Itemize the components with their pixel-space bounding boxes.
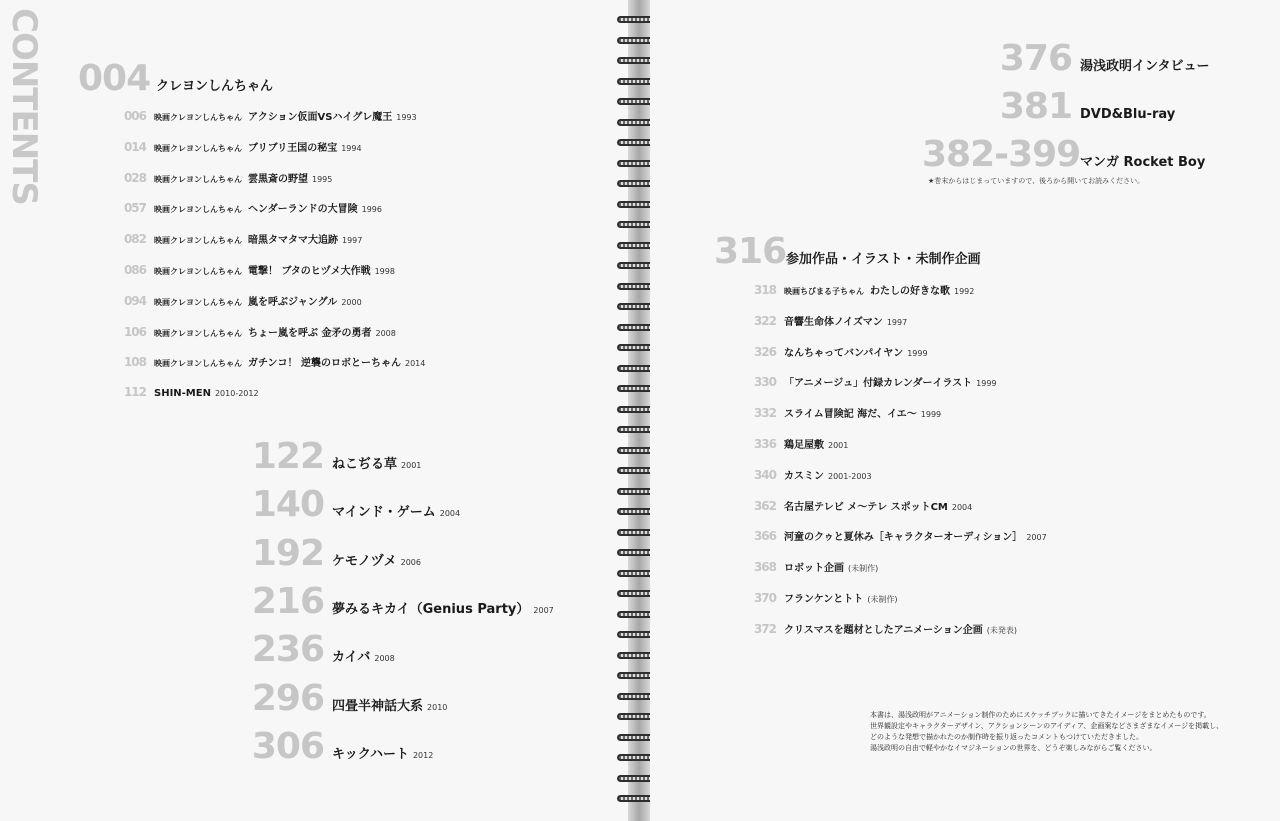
entry-title: 嵐を呼ぶジャングル	[248, 296, 338, 308]
series-prefix: 映画クレヨンしんちゃん	[154, 174, 242, 184]
entry-title: ねこぢる草	[332, 457, 398, 472]
page-number: 306	[251, 725, 324, 767]
page-number: 372	[753, 621, 776, 636]
series-prefix: 映画クレヨンしんちゃん	[154, 359, 242, 369]
intro-line: 本書は、湯浅政明がアニメーション制作のためにスケッチブックに描いてきたイメージをまとめたものです。	[870, 711, 1211, 719]
entry-title: ヘンダーランドの大冒険	[248, 204, 358, 216]
entry-year: 2014	[404, 359, 426, 369]
entry-year: 2006	[400, 557, 421, 567]
toc-entry	[116, 108, 417, 123]
entry-title: なんちゃってバンパイヤン	[784, 347, 904, 359]
page-number: 362	[753, 498, 776, 513]
entry-year: 2007	[1026, 533, 1047, 543]
entry-title: カイバ	[332, 650, 371, 666]
entry-title: 雲黒斎の野望	[248, 173, 308, 185]
entry-title: 鶏足屋敷	[784, 440, 824, 451]
toc-entry	[922, 38, 1209, 79]
entry-year: 1995	[312, 174, 333, 184]
page-number: 004	[78, 58, 151, 99]
right-page	[650, 0, 1280, 821]
entry-year: 2008	[374, 654, 395, 664]
entry-year: 2001	[828, 441, 849, 450]
entry-year: 1993	[396, 113, 417, 122]
toc-entry	[116, 231, 362, 246]
entry-title: 暗黒タマタマ大追跡	[248, 235, 338, 247]
page-number: 316	[714, 231, 787, 272]
page-number: 094	[123, 293, 146, 308]
page-number: 296	[251, 677, 324, 719]
page-number: 376	[999, 38, 1072, 79]
entry-title: ちょー嵐を呼ぶ 金矛の勇者	[248, 327, 372, 339]
toc-entry	[746, 590, 898, 605]
page-number: 330	[753, 375, 776, 390]
entry-title: ガチンコ！ 逆襲のロボとーちゃん	[248, 358, 401, 370]
page-number: 326	[753, 344, 776, 359]
entry-year: 1997	[886, 317, 908, 327]
section-participation-heading	[714, 231, 981, 272]
entry-title: 四畳半神話大系	[332, 698, 424, 714]
entry-title: マンガ Rocket Boy	[1080, 155, 1206, 170]
intro-line: 湯浅政明の自由で軽やかなイマジネーションの世界を、どうぞ楽しみながらご覧ください。	[870, 744, 1157, 752]
series-prefix: 映画クレヨンしんちゃん	[154, 297, 242, 307]
page-number: 332	[753, 406, 776, 421]
entry-year: (未制作)	[848, 564, 879, 574]
entry-year: 2008	[375, 328, 396, 338]
entry-title: わたしの好きな歌	[870, 286, 950, 297]
toc-entry	[250, 678, 447, 719]
entry-year: 1994	[341, 143, 362, 153]
toc-entry	[116, 170, 332, 185]
entry-title: キックハート	[332, 746, 409, 762]
series-prefix: 映画クレヨンしんちゃん	[154, 205, 242, 215]
toc-entry	[250, 581, 554, 622]
entry-title: カスミン	[784, 470, 824, 482]
toc-entry	[250, 726, 433, 767]
series-prefix: 映画クレヨンしんちゃん	[154, 328, 242, 338]
toc-entry	[922, 134, 1205, 175]
page-number: 014	[123, 139, 146, 154]
entry-title: SHIN-MEN	[154, 388, 211, 400]
page-number: 318	[753, 283, 776, 297]
toc-entry	[250, 484, 460, 525]
series-prefix: 映画クレヨンしんちゃん	[154, 143, 242, 153]
page-number: 082	[123, 232, 146, 247]
entry-year: 2010-2012	[214, 389, 259, 399]
series-prefix: 映画クレヨンしんちゃん	[154, 236, 242, 246]
page-number: 366	[753, 529, 776, 544]
page-number: 322	[753, 313, 776, 328]
entry-title: スライム冒険記 海だ、イエ～	[784, 409, 917, 421]
entry-title: 名古屋テレビ メ～テレ スポットCM	[784, 501, 948, 513]
entry-title: 湯浅政明インタビュー	[1080, 59, 1210, 74]
toc-entry	[746, 313, 907, 328]
toc-entry	[746, 282, 974, 297]
entry-title: 夢みるキカイ（Genius Party）	[332, 601, 530, 617]
entry-year: 2012	[412, 750, 434, 760]
toc-entry	[746, 405, 941, 420]
page-number: 112	[123, 385, 146, 400]
toc-entry	[746, 528, 1047, 543]
toc-entry	[250, 629, 395, 670]
toc-entry	[746, 436, 848, 451]
entry-title: 音響生命体ノイズマン	[784, 316, 883, 328]
entry-year: 2001-2003	[828, 471, 872, 481]
entry-year: 1996	[361, 205, 382, 215]
page-number: 340	[753, 467, 776, 482]
toc-entry	[116, 262, 395, 277]
entry-year: 1999	[920, 410, 942, 420]
series-prefix: 映画ちびまる子ちゃん	[784, 287, 864, 296]
toc-entry	[116, 354, 425, 369]
page-number: 381	[999, 86, 1072, 127]
toc-entry	[116, 385, 259, 399]
page-number: 028	[123, 170, 146, 185]
page-number: 192	[251, 532, 324, 574]
toc-entry	[250, 436, 421, 477]
intro-line: どのような発想で描かれたのか制作時を振り返ったコメントもつけていただきました。	[870, 733, 1143, 741]
toc-entry	[116, 200, 382, 215]
entry-year: 2004	[439, 509, 461, 519]
entry-title: 河童のクゥと夏休み［キャラクターオーディション］	[784, 532, 1023, 544]
toc-entry	[746, 559, 878, 574]
page-number: 236	[251, 629, 324, 671]
toc-entry	[746, 621, 1017, 636]
entry-year: 2007	[533, 605, 554, 615]
entry-year: 1999	[976, 379, 997, 389]
section-title: クレヨンしんちゃん	[156, 79, 274, 94]
entry-title: 「アニメージュ」付録カレンダーイラスト	[784, 378, 973, 390]
entry-year: (未制作)	[867, 595, 898, 604]
toc-entry	[746, 467, 872, 482]
entry-year: (未発表)	[986, 625, 1017, 635]
series-prefix: 映画クレヨンしんちゃん	[154, 267, 242, 276]
toc-entry	[746, 374, 997, 389]
page-number: 370	[753, 591, 776, 605]
entry-year: 2010	[427, 702, 448, 712]
entry-title: ケモノヅメ	[332, 553, 397, 569]
left-page	[0, 0, 628, 821]
series-prefix: 映画クレヨンしんちゃん	[154, 113, 242, 122]
reading-note: ★巻末からはじまっていますので、後ろから開いてお読みください。	[928, 177, 1145, 185]
entry-year: 2001	[401, 461, 422, 470]
page-number: 108	[123, 355, 146, 370]
toc-entry	[116, 139, 362, 154]
page-number: 368	[753, 560, 776, 575]
entry-title: 電撃！ ブタのヒヅメ大作戦	[248, 266, 371, 277]
toc-entry	[746, 498, 972, 513]
entry-title: アクション仮面VSハイグレ魔王	[248, 112, 393, 123]
section-crayon-heading	[78, 58, 273, 99]
entry-title: ロボット企画	[784, 563, 844, 575]
section-title: 参加作品・イラスト・未制作企画	[786, 252, 981, 267]
entry-year: 1998	[374, 267, 395, 276]
toc-entry	[922, 86, 1175, 127]
entry-title: マインド・ゲーム	[332, 505, 436, 521]
entry-title: フランケンとトト	[784, 594, 864, 605]
entry-year: 2000	[341, 297, 362, 307]
entry-year: 2004	[951, 502, 973, 512]
contents-heading: CONTENTS	[4, 8, 44, 205]
page-number: 057	[123, 201, 146, 216]
page-number: 006	[123, 109, 146, 123]
page-number: 382-399	[922, 134, 1081, 175]
entry-year: 1997	[342, 236, 363, 246]
entry-title: クリスマスを題材としたアニメーション企画	[784, 624, 983, 636]
toc-entry	[116, 293, 362, 308]
page-number: 086	[123, 263, 146, 277]
toc-entry	[116, 324, 396, 339]
page-number: 140	[251, 484, 324, 526]
page-number: 216	[251, 580, 324, 622]
page-number: 106	[123, 324, 146, 339]
toc-entry	[746, 344, 928, 359]
intro-line: 世界観設定やキャラクターデザイン、アクションシーンのアイディア、企画案などさまざまなイメージを掲載し、	[870, 722, 1224, 730]
entry-year: 1999	[907, 348, 928, 358]
entry-title: DVD&Blu-ray	[1080, 107, 1176, 122]
entry-title: ブリブリ王国の秘宝	[248, 142, 338, 154]
toc-entry	[250, 533, 421, 574]
page-number: 122	[251, 436, 324, 477]
page-number: 336	[753, 437, 776, 451]
introduction-text	[870, 710, 1230, 754]
entry-year: 1992	[954, 287, 975, 296]
